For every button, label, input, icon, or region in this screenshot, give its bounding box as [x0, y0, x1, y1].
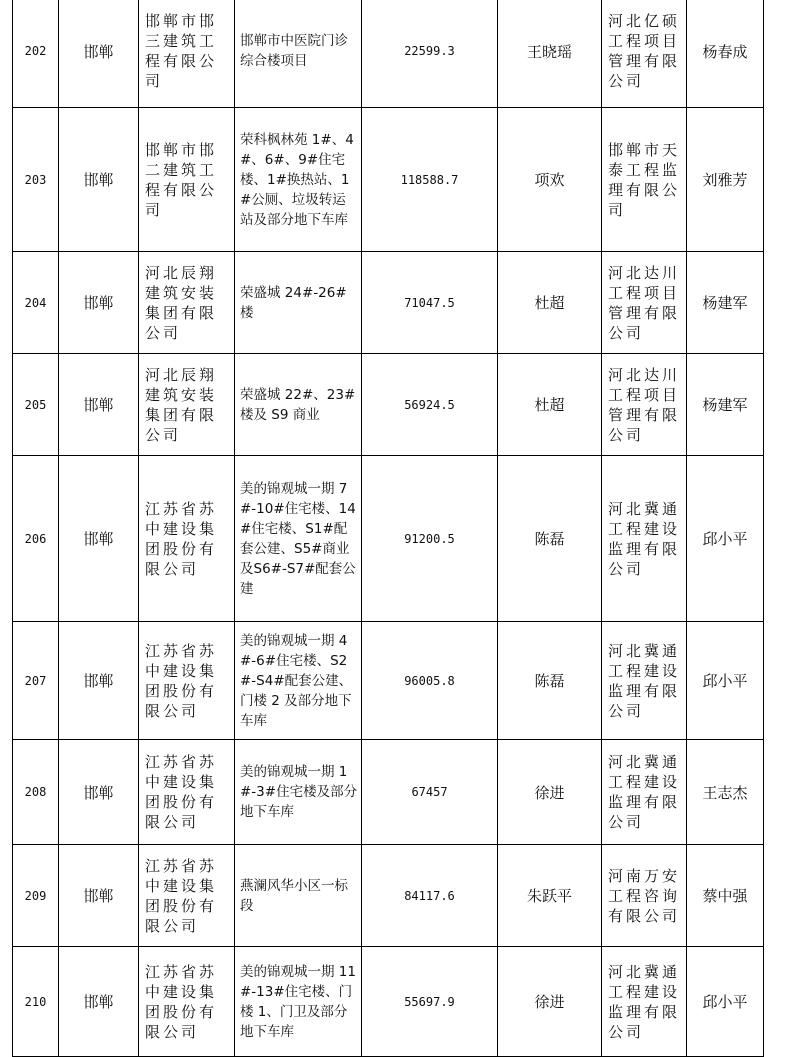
row-number-cell: 207	[13, 622, 59, 740]
area-cell: 56924.5	[362, 354, 498, 456]
city-cell: 邯郸	[59, 947, 139, 1057]
manager-cell: 项欢	[498, 108, 602, 252]
city-cell: 邯郸	[59, 622, 139, 740]
builder-cell: 江苏省苏中建设集团股份有限公司	[139, 622, 235, 740]
table-row	[13, 108, 764, 252]
director-cell: 刘雅芳	[687, 108, 764, 252]
builder-cell: 江苏省苏中建设集团股份有限公司	[139, 947, 235, 1057]
table-body	[13, 0, 764, 1057]
supervisor-cell: 河北亿硕工程项目管理有限公司	[602, 0, 687, 108]
city-cell: 邯郸	[59, 252, 139, 354]
row-number-cell: 206	[13, 456, 59, 622]
area-cell: 118588.7	[362, 108, 498, 252]
city-cell: 邯郸	[59, 0, 139, 108]
director-cell: 王志杰	[687, 740, 764, 845]
row-number-cell: 208	[13, 740, 59, 845]
supervisor-cell: 河北冀通工程建设监理有限公司	[602, 622, 687, 740]
supervisor-cell: 河北冀通工程建设监理有限公司	[602, 947, 687, 1057]
city-cell: 邯郸	[59, 108, 139, 252]
area-cell: 91200.5	[362, 456, 498, 622]
table-row	[13, 0, 764, 108]
table-row	[13, 252, 764, 354]
builder-cell: 河北辰翔建筑安装集团有限公司	[139, 354, 235, 456]
supervisor-cell: 河北达川工程项目管理有限公司	[602, 252, 687, 354]
supervisor-cell: 邯郸市天泰工程监理有限公司	[602, 108, 687, 252]
row-number-cell: 204	[13, 252, 59, 354]
manager-cell: 徐进	[498, 740, 602, 845]
project-cell: 荣科枫林苑 1#、4#、6#、9#住宅楼、1#换热站、1#公厕、垃圾转运站及部分地下车库	[235, 108, 362, 252]
area-cell: 55697.9	[362, 947, 498, 1057]
area-cell: 67457	[362, 740, 498, 845]
project-cell: 美的锦观城一期 11#-13#住宅楼、门楼 1、门卫及部分地下车库	[235, 947, 362, 1057]
table-row	[13, 947, 764, 1057]
supervisor-cell: 河北冀通工程建设监理有限公司	[602, 740, 687, 845]
city-cell: 邯郸	[59, 456, 139, 622]
row-number-cell: 205	[13, 354, 59, 456]
area-cell: 71047.5	[362, 252, 498, 354]
manager-cell: 王晓瑶	[498, 0, 602, 108]
table-row	[13, 845, 764, 947]
area-cell: 84117.6	[362, 845, 498, 947]
supervisor-cell: 河北达川工程项目管理有限公司	[602, 354, 687, 456]
row-number-cell: 203	[13, 108, 59, 252]
builder-cell: 江苏省苏中建设集团股份有限公司	[139, 845, 235, 947]
director-cell: 邱小平	[687, 456, 764, 622]
director-cell: 杨建军	[687, 252, 764, 354]
area-cell: 22599.3	[362, 0, 498, 108]
table-row	[13, 456, 764, 622]
manager-cell: 陈磊	[498, 622, 602, 740]
director-cell: 杨春成	[687, 0, 764, 108]
table-row	[13, 740, 764, 845]
supervisor-cell: 河南万安工程咨询有限公司	[602, 845, 687, 947]
director-cell: 邱小平	[687, 622, 764, 740]
city-cell: 邯郸	[59, 354, 139, 456]
project-cell: 美的锦观城一期 7#-10#住宅楼、14#住宅楼、S1#配套公建、S5#商业及S6#-S7#配套公建	[235, 456, 362, 622]
builder-cell: 河北辰翔建筑安装集团有限公司	[139, 252, 235, 354]
row-number-cell: 202	[13, 0, 59, 108]
row-number-cell: 210	[13, 947, 59, 1057]
director-cell: 邱小平	[687, 947, 764, 1057]
director-cell: 蔡中强	[687, 845, 764, 947]
manager-cell: 陈磊	[498, 456, 602, 622]
project-table	[12, 0, 764, 1057]
project-cell: 美的锦观城一期 1#-3#住宅楼及部分地下车库	[235, 740, 362, 845]
project-cell: 荣盛城 24#-26#楼	[235, 252, 362, 354]
table-row	[13, 354, 764, 456]
row-number-cell: 209	[13, 845, 59, 947]
manager-cell: 杜超	[498, 354, 602, 456]
manager-cell: 朱跃平	[498, 845, 602, 947]
builder-cell: 邯郸市邯二建筑工程有限公司	[139, 108, 235, 252]
director-cell: 杨建军	[687, 354, 764, 456]
manager-cell: 杜超	[498, 252, 602, 354]
city-cell: 邯郸	[59, 845, 139, 947]
project-cell: 美的锦观城一期 4#-6#住宅楼、S2#-S4#配套公建、门楼 2 及部分地下车库	[235, 622, 362, 740]
project-cell: 邯郸市中医院门诊综合楼项目	[235, 0, 362, 108]
manager-cell: 徐进	[498, 947, 602, 1057]
area-cell: 96005.8	[362, 622, 498, 740]
table-row	[13, 622, 764, 740]
project-cell: 荣盛城 22#、23#楼及 S9 商业	[235, 354, 362, 456]
project-cell: 燕澜风华小区一标段	[235, 845, 362, 947]
builder-cell: 江苏省苏中建设集团股份有限公司	[139, 740, 235, 845]
builder-cell: 邯郸市邯三建筑工程有限公司	[139, 0, 235, 108]
supervisor-cell: 河北冀通工程建设监理有限公司	[602, 456, 687, 622]
builder-cell: 江苏省苏中建设集团股份有限公司	[139, 456, 235, 622]
city-cell: 邯郸	[59, 740, 139, 845]
